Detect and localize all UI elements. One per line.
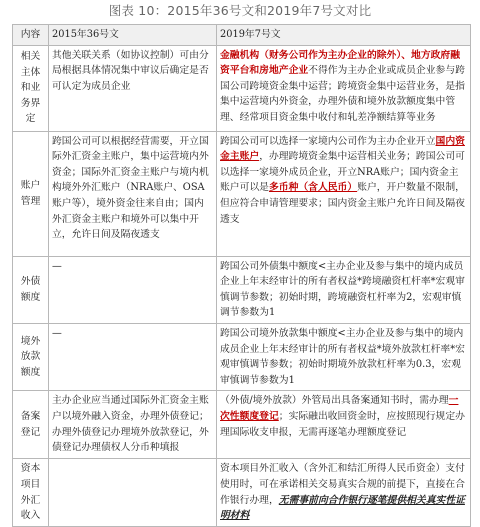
comparison-table — [12, 24, 471, 527]
row-2019-cell: 跨国公司外债集中额度<主办企业及参与集中的境内成员企业上年末经审计的所有者权益*跨境融资杠杆率*宏观审慎调节参数；初始时期，跨境融资杠杆率为2，宏观审慎调节参数为1 — [217, 256, 471, 323]
row-2015-cell: — — [49, 323, 217, 390]
cell-text: 资本项目外汇收入（含外汇和结汇所得人民币资金）支付使用时，可在承诺相关交易真实合规的前提下，直接在合作银行办理， — [220, 463, 465, 506]
row-label: 相关主体和业务界定 — [13, 45, 49, 131]
table-row — [13, 391, 471, 459]
highlight-text: 多币种（含人民币） — [268, 182, 358, 194]
row-label: 资本项目外汇收入 — [13, 459, 49, 526]
row-2019-cell — [217, 459, 471, 526]
row-label: 备案登记 — [13, 391, 49, 459]
cell-text: （外债/境外放款）外管局出具备案通知书时，需办理 — [220, 395, 449, 407]
highlight-text: 国内资金主账户 — [220, 135, 465, 163]
row-label: 外债额度 — [13, 256, 49, 323]
row-label: 账户管理 — [13, 131, 49, 256]
row-2015-cell: — — [49, 256, 217, 323]
highlight-text: 无需事前向合作银行逐笔提供相关真实性证明材料 — [220, 494, 465, 522]
header-content: 内容 — [13, 25, 49, 46]
cell-text: ，办理跨境资金集中运营相关业务；跨国公司可以选择一家境外成员企业，开立NRA账户；国内资金主账户可以是 — [220, 151, 465, 194]
row-label: 境外放款额度 — [13, 323, 49, 390]
table-header-row — [13, 25, 471, 46]
cell-text: 账户，开户数量不限制，但应符合申请管理要求；国内资金主账户允许日间及隔夜透支 — [220, 182, 465, 225]
cell-text: 跨国公司可以选择一家境内公司作为主办企业开立 — [220, 135, 436, 147]
row-2019-cell — [217, 45, 471, 131]
header-2019: 2019年7号文 — [217, 25, 471, 46]
row-2019-cell — [217, 131, 471, 256]
row-2019-cell — [217, 391, 471, 459]
row-2019-cell: 跨国公司境外放款集中额度<主办企业及参与集中的境内成员企业上年末经审计的所有者权益*境外放款杠杆率*宏观审慎调节参数；初始时期境外放款杠杆率为0.3，宏观审慎调节参数为1 — [217, 323, 471, 390]
table-row — [13, 459, 471, 526]
table-row — [13, 256, 471, 323]
row-2015-cell — [49, 459, 217, 526]
highlight-text: 金融机构（财务公司作为主办企业的除外）、地方政府融资平台和房地产企业 — [220, 49, 461, 77]
row-2015-cell: 跨国公司可以根据经营需要，开立国际外汇资金主账户，集中运营境内外资金；国际外汇资金主账户与境内机构境外外汇账户（NRA账户、OSA账户等），境外资金往来自由；国内外汇资金主账户和境外可以集中开立，允许日间及隔夜透支 — [49, 131, 217, 256]
header-2015: 2015年36号文 — [49, 25, 217, 46]
row-2015-cell: 其他关联关系（如协议控制）可由分局根据具体情况集中审议后确定是否可认定为成员企业 — [49, 45, 217, 131]
table-row — [13, 131, 471, 256]
row-2015-cell: 主办企业应当通过国际外汇资金主账户以境外融入资金，办理外债登记；办理外债登记办理境外放款登记，外债登记办理债权人分币种填报 — [49, 391, 217, 459]
table-row — [13, 45, 471, 131]
figure-title: 图表 10：2015年36号文和2019年7号文对比 — [108, 3, 372, 18]
cell-text: 不得作为主办企业或成员企业参与跨国公司跨境资金集中运营；跨境资金集中运营业务，是指集中运营境内外资金，办理外债和境外放款额度集中管理、经常项目资金集中收付和轧差净额结算等业务 — [220, 65, 465, 123]
cell-text: ；实际融出收回资金时，应按照现行规定办理国际收支申报，无需再逐笔办理额度登记 — [220, 410, 465, 438]
table-row — [13, 323, 471, 390]
highlight-text: 一次性额度登记 — [220, 395, 459, 422]
